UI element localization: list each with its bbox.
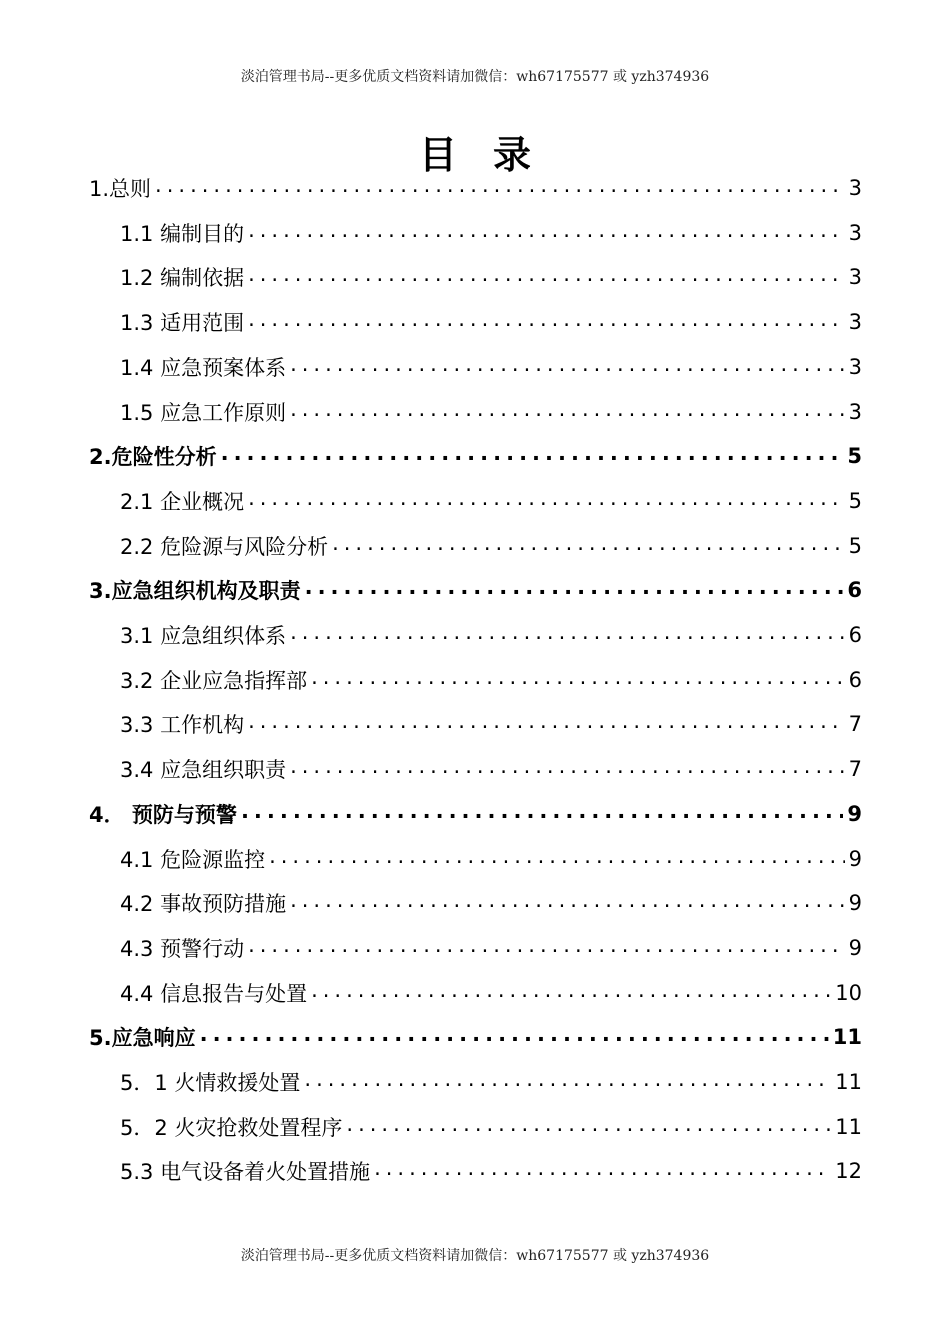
toc-section-entry[interactable] [120,973,862,1013]
toc-entry-label: 3.1 应急组织体系 [120,624,287,648]
toc-chapter-entry[interactable] [89,794,862,834]
toc-entry-page-number: 9 [848,846,862,871]
toc-entry-page-number: 3 [848,310,862,335]
toc-entry-page-number: 11 [832,1025,862,1050]
toc-dot-leader [332,531,845,555]
toc-entry-page-number: 11 [835,1114,862,1139]
toc-dot-leader [290,888,845,912]
toc-dot-leader [248,709,845,733]
toc-entry-page-number: 9 [848,891,862,916]
toc-dot-leader [346,1112,831,1136]
toc-entry-page-number: 5 [848,533,862,558]
toc-dot-leader [248,262,845,286]
toc-entry-page-number: 3 [848,265,862,290]
toc-section-entry[interactable] [120,302,862,342]
toc-entry-page-number: 6 [848,667,862,692]
toc-chapter-entry[interactable] [89,1017,862,1057]
toc-entry-page-number: 9 [847,801,862,826]
toc-section-entry[interactable] [120,1062,862,1102]
toc-entry-label: 4.2 事故预防措施 [120,892,287,917]
toc-entry-label: 1.1 编制目的 [120,221,245,246]
toc-entry-label: 3.3 工作机构 [120,713,245,738]
toc-section-entry[interactable] [120,883,862,923]
toc-entry-page-number: 7 [848,757,862,782]
toc-dot-leader [221,441,844,465]
toc-entry-page-number: 3 [848,220,862,245]
toc-dot-leader [290,620,845,644]
toc-section-entry[interactable] [120,615,862,655]
toc-section-entry[interactable] [120,481,862,521]
page-header-watermark: 淡泊管理书局--更多优质文档资料请加微信：wh67175577 或 yzh374936 [240,69,710,85]
toc-entry-page-number: 6 [848,623,862,647]
toc-entry-label: 4.1 危险源监控 [120,847,266,872]
toc-section-entry[interactable] [120,749,862,789]
page-footer-watermark: 淡泊管理书局--更多优质文档资料请加微信：wh67175577 或 yzh374936 [240,1248,710,1264]
toc-entry-page-number: 9 [848,935,862,960]
toc-section-entry[interactable] [120,213,862,253]
toc-dot-leader [374,1156,831,1180]
toc-entry-label: 1.5 应急工作原则 [120,400,287,425]
toc-section-entry[interactable] [120,704,862,744]
toc-dot-leader [290,754,845,778]
toc-entry-page-number: 5 [847,444,862,469]
page-title: 目录 [418,133,567,177]
toc-section-entry[interactable] [120,1107,862,1147]
toc-dot-leader [304,1067,831,1091]
toc-section-entry[interactable] [120,526,862,566]
toc-section-entry[interactable] [120,392,862,432]
toc-dot-leader [200,1022,829,1046]
toc-dot-leader [241,799,843,823]
toc-section-entry[interactable] [120,1151,862,1191]
toc-entry-label: 1.总则 [89,177,152,201]
toc-dot-leader [269,844,845,868]
toc-entry-label: 2.危险性分析 [89,445,217,470]
toc-chapter-entry[interactable] [89,570,862,610]
toc-entry-label: 3.2 企业应急指挥部 [120,668,308,693]
toc-section-entry[interactable] [120,347,862,387]
toc-dot-leader [155,173,845,197]
toc-entry-label: 1.4 应急预案体系 [120,355,287,380]
toc-dot-leader [311,665,845,689]
toc-section-entry[interactable] [120,928,862,968]
toc-chapter-entry[interactable] [89,168,862,208]
toc-entry-page-number: 6 [847,578,862,603]
toc-dot-leader [248,933,845,957]
toc-dot-leader [311,978,831,1002]
toc-dot-leader [248,218,845,242]
toc-entry-label: 4.4 信息报告与处置 [120,981,308,1006]
toc-entry-label: 5．1 火情救援处置 [120,1071,301,1095]
toc-dot-leader [290,397,845,421]
toc-chapter-entry[interactable] [89,436,862,476]
toc-section-entry[interactable] [120,257,862,297]
toc-entry-label: 5．2 火灾抢救处置程序 [120,1115,343,1140]
toc-entry-page-number: 3 [848,399,862,424]
toc-entry-page-number: 3 [848,176,862,200]
toc-entry-page-number: 7 [848,712,862,737]
toc-entry-label: 5.3 电气设备着火处置措施 [120,1160,371,1185]
toc-entry-page-number: 3 [848,354,862,379]
toc-dot-leader [290,352,845,376]
toc-entry-label: 1.2 编制依据 [120,266,245,291]
toc-entry-label: 2.2 危险源与风险分析 [120,534,329,559]
toc-entry-page-number: 5 [848,488,862,513]
toc-section-entry[interactable] [120,660,862,700]
toc-entry-page-number: 12 [835,1159,862,1184]
toc-entry-label: 4． 预防与预警 [89,802,237,827]
toc-entry-label: 3.4 应急组织职责 [120,758,287,783]
toc-entry-page-number: 11 [835,1070,862,1094]
toc-entry-label: 3.应急组织机构及职责 [89,579,301,604]
toc-dot-leader [305,575,844,599]
toc-dot-leader [248,486,845,510]
toc-entry-label: 4.3 预警行动 [120,936,245,961]
toc-dot-leader [248,307,845,331]
toc-entry-label: 2.1 企业概况 [120,489,245,514]
toc-entry-page-number: 10 [835,980,862,1005]
toc-section-entry[interactable] [120,839,862,879]
toc-entry-label: 1.3 适用范围 [120,311,245,336]
toc-entry-label: 5.应急响应 [89,1026,196,1051]
